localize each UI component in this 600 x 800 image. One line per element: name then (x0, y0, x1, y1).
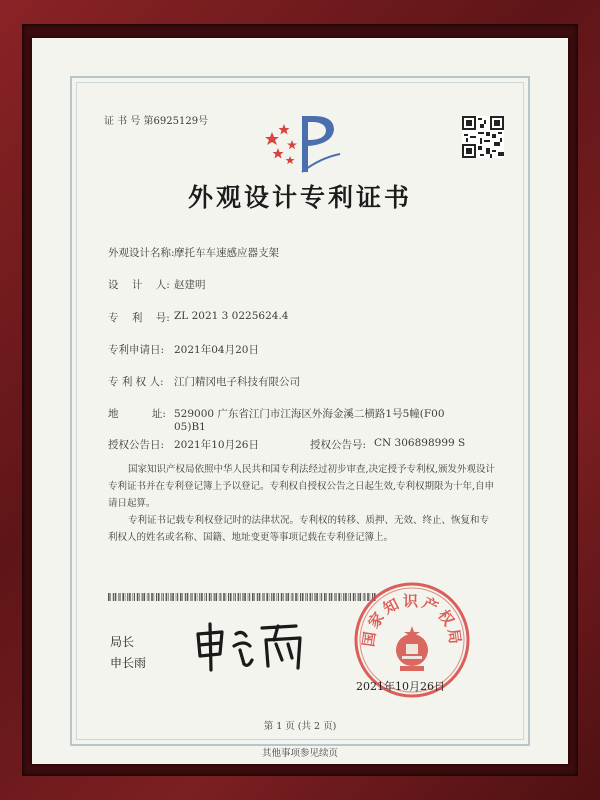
page-indicator: 第 1 页 (共 2 页) (263, 721, 337, 732)
field-label: 设 计 人: (108, 279, 170, 291)
field-label: 专 利 权 人: (108, 376, 164, 388)
legal-status-statement: 专利证书记载专利权登记时的法律状况。专利权的转移、质押、无效、终止、恢复和专利权人的姓名或名称、国籍、地址变更等事项记载在专利登记簿上。 (108, 515, 490, 543)
field-label: 授权公告日: (108, 439, 165, 451)
barcode-strip (108, 593, 378, 601)
field-label: 专利申请日: (108, 344, 165, 356)
field-value: CN 306898999 S (374, 437, 466, 449)
footer-note: 其他事项参见续页 (261, 748, 338, 759)
signature-image (192, 620, 322, 674)
field-value: 江门精冈电子科技有限公司 (174, 376, 300, 388)
field-value: 赵建明 (174, 279, 206, 291)
cnipa-logo-icon (262, 110, 346, 176)
grant-statement: 国家知识产权局依照中华人民共和国专利法经过初步审查,决定授予专利权,颁发外观设计专利证书并在专利登记簿上予以登记。专利权自授权公告之日起生效,专利权期限为十年,自申请日起算。 (108, 464, 496, 509)
field-label: 外观设计名称: (108, 247, 175, 259)
field-value: 2021年04月20日 (174, 344, 259, 356)
field-value: 摩托车车速感应器支架 (174, 247, 279, 259)
field-value: 529000 广东省江门市江海区外海金溪二横路1号5幢(F00 (174, 408, 445, 420)
field-value: 2021年10月26日 (174, 439, 259, 451)
seal-date: 2021年10月26日 (356, 680, 445, 693)
certificate-number: 证 书 号 第6925129号 (104, 116, 209, 127)
field-address-line2: 05)B1 (174, 421, 206, 433)
field-value: ZL 2021 3 0225624.4 (174, 310, 289, 322)
certificate-title: 外观设计专利证书 (187, 183, 412, 212)
field-label: 地 址: (108, 408, 166, 420)
field-label: 授权公告号: (310, 439, 367, 451)
chief-title: 局长 (110, 635, 135, 649)
chief-name: 申长雨 (110, 656, 147, 670)
field-label: 专 利 号: (108, 312, 170, 324)
seal-text: 国家知识产权局 (359, 592, 465, 648)
qr-code-icon (462, 116, 504, 158)
